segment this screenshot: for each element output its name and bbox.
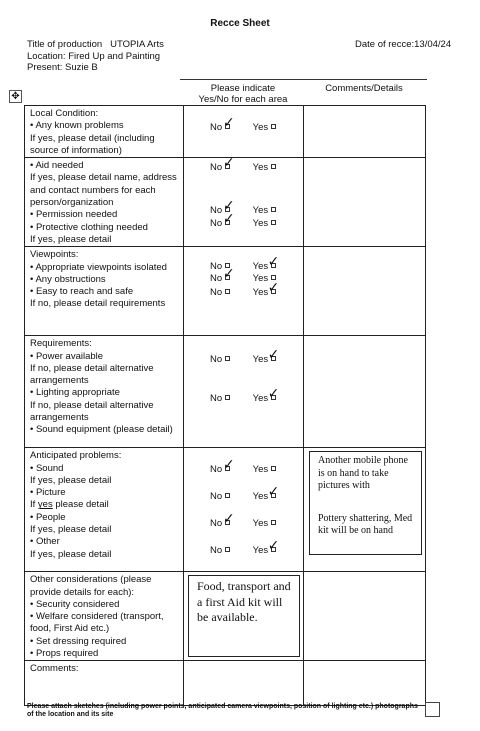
list-item: If yes, please detail [30,524,112,536]
list-item: • Permission needed [30,209,178,221]
option-yes[interactable]: Yes [253,205,293,217]
header-divider [180,79,427,80]
section-anticipated-problems [25,448,184,572]
section-aid [25,158,184,247]
production-label: Title of production [27,39,103,50]
list-item: If yes, please detail [30,233,112,245]
option-no[interactable]: No ✓ [210,198,235,217]
indicate-line-2: Yes/No for each area [198,94,288,105]
yes-no-pair[interactable] [210,115,293,134]
option-no[interactable]: No ✓ [210,115,235,133]
option-yes[interactable]: Yes ✓ [252,347,280,366]
checkbox-yes[interactable] [271,207,276,212]
option-no[interactable]: No ✓ [210,266,235,285]
yes-no-pair[interactable] [210,347,293,366]
list-item: If yes please detail [30,499,109,511]
section-heading: Requirements: [30,338,92,350]
column-header-comments: Comments/Details [325,83,403,94]
yes-no-cell[interactable] [184,336,304,448]
section-other-considerations [25,572,184,661]
table-row [25,106,426,158]
comments-cell[interactable] [304,661,426,706]
table-row [25,572,426,661]
list-item: • Any known problems [30,120,178,132]
option-yes[interactable]: Yes [253,122,293,134]
checkbox-no[interactable] [225,289,230,294]
list-item: • Any obstructions [30,274,178,286]
yes-no-pair[interactable] [210,280,293,299]
list-item: • Welfare considered (transport, food, First Aid etc.) [30,611,178,636]
comments-cell[interactable] [304,336,426,448]
option-no[interactable]: No ✓ [210,457,235,476]
production-line [27,39,164,51]
option-yes[interactable]: Yes [253,162,293,174]
yes-no-pair[interactable] [210,457,293,476]
column-header-indicate [183,83,303,105]
section-local-condition [25,106,184,158]
tick-icon: ✓ [267,254,280,271]
checkbox-yes[interactable] [271,520,276,525]
comments-cell[interactable] [304,247,426,336]
option-yes[interactable]: Yes ✓ [252,386,280,405]
present-line[interactable]: Present: Suzie B [27,62,98,73]
list-item: • Power available [30,351,178,363]
list-item: • Set dressing required [30,636,178,648]
indicate-line-1: Please indicate [210,83,276,94]
comment-text: Another mobile phone is on hand to take pictures with [318,455,408,492]
option-no[interactable]: No [210,491,250,503]
option-no[interactable]: No [210,287,250,299]
recce-date[interactable]: Date of recce:13/04/24 [355,39,452,50]
considerations-answer-cell[interactable] [184,572,304,661]
recce-table [24,105,426,706]
tick-icon: ✓ [223,457,235,474]
table-row [25,661,426,706]
checkbox-no[interactable] [225,395,230,400]
list-item: • Lighting appropriate [30,387,178,399]
section-comments [25,661,184,706]
list-item: • People [30,512,178,524]
section-heading: Local Condition: [30,108,99,119]
list-item: If no, please detail alternative arrangements [30,399,154,424]
production-header [27,39,164,74]
option-no[interactable]: No [210,354,250,366]
tick-icon: ✓ [223,198,235,215]
section-viewpoints [25,247,184,336]
comments-cell[interactable] [184,661,304,706]
comments-cell[interactable] [304,106,426,158]
considerations-comment-box[interactable]: Food, transport and a first Aid kit will be available. [188,575,300,657]
option-no[interactable]: No ✓ [210,511,235,530]
tick-icon: ✓ [223,511,235,528]
list-item: • Other [30,536,178,548]
yes-no-pair[interactable] [210,211,293,230]
option-yes[interactable]: Yes ✓ [252,538,280,557]
yes-no-cell[interactable] [184,448,304,572]
tick-icon: ✓ [267,280,280,297]
section-heading: Anticipated problems: [30,450,122,462]
checkbox-yes[interactable] [271,164,276,169]
tick-icon: ✓ [267,347,280,364]
list-item: • Appropriate viewpoints isolated [30,262,178,274]
option-no[interactable]: No [210,545,250,557]
option-no[interactable]: No ✓ [210,157,235,174]
tick-icon: ✓ [223,157,235,172]
yes-no-cell[interactable] [184,158,304,247]
tick-icon: ✓ [267,538,280,555]
option-no[interactable]: No [210,261,250,273]
section-heading: Viewpoints: [30,249,79,261]
list-item: • Protective clothing needed [30,222,178,234]
option-yes[interactable]: Yes [253,518,293,530]
list-item: If no, please detail requirements [30,298,166,310]
location-line[interactable]: Location: Fired Up and Painting [27,50,161,62]
problems-comment-box[interactable] [309,451,422,555]
comments-cell[interactable] [304,448,426,572]
section-heading: Other considerations (please provide details for each): [30,574,152,598]
yes-no-pair[interactable] [210,386,293,405]
option-yes[interactable]: Yes ✓ [252,484,280,503]
comments-cell[interactable] [304,572,426,661]
table-row [25,336,426,448]
list-item: • Aid needed [30,160,178,172]
tick-icon: ✓ [223,115,235,131]
table-row [25,448,426,572]
checkbox-yes[interactable] [271,466,276,471]
footer-note: Please attach sketches (including power points, anticipated camera viewpoints, position of lighting etc.) photographs of the location and its site [27,703,418,719]
option-no[interactable]: No [210,393,250,405]
option-yes[interactable]: Yes [253,218,293,230]
tick-icon: ✓ [223,211,235,228]
comments-cell[interactable] [304,158,426,247]
table-move-handle-icon[interactable]: ✥ [9,90,22,103]
checkbox-no[interactable] [225,547,230,552]
list-item: • Sound [30,463,178,475]
list-item: If no, please detail alternative arrangements [30,362,154,387]
section-heading: Comments: [30,663,79,675]
tick-icon: ✓ [267,484,280,501]
checkbox-yes[interactable] [271,220,276,225]
yes-no-pair[interactable] [210,538,293,557]
list-item: If yes, please detail [30,548,112,560]
yes-no-pair[interactable] [210,511,293,530]
list-item: • Props required [30,648,178,660]
comment-text: Pottery shattering, Med kit will be on hand [318,512,413,537]
yes-no-pair[interactable] [210,157,293,174]
table-row [25,247,426,336]
yes-no-pair[interactable] [210,266,293,285]
sheet-title: Recce Sheet [210,18,270,29]
option-yes[interactable]: Yes ✓ [252,254,280,273]
list-item: • Easy to reach and safe [30,286,178,298]
list-item: • Sound equipment (please detail) [30,424,178,436]
tick-icon: ✓ [223,266,235,283]
list-item: If yes, please detail name, address and contact numbers for each person/organization [30,172,177,209]
option-yes[interactable]: Yes [253,273,293,285]
option-yes[interactable]: Yes ✓ [252,280,280,299]
list-item: • Security considered [30,599,178,611]
list-item: If yes, please detail [30,474,112,486]
yes-no-pair[interactable] [210,484,293,503]
checkbox-yes[interactable] [271,124,276,129]
production-value[interactable]: UTOPIA Arts [110,39,164,50]
table-row [25,158,426,247]
list-item: If yes, please detail (including source of information) [30,132,155,156]
option-no[interactable]: No ✓ [210,211,235,230]
tick-icon: ✓ [267,386,280,403]
option-yes[interactable]: Yes [253,464,293,476]
yes-no-cell[interactable] [184,106,304,158]
checkbox-no[interactable] [225,493,230,498]
footer-checkbox[interactable] [425,702,440,717]
section-requirements [25,336,184,448]
list-item: • Picture [30,487,178,499]
yes-no-cell[interactable] [184,247,304,336]
checkbox-no[interactable] [225,356,230,361]
